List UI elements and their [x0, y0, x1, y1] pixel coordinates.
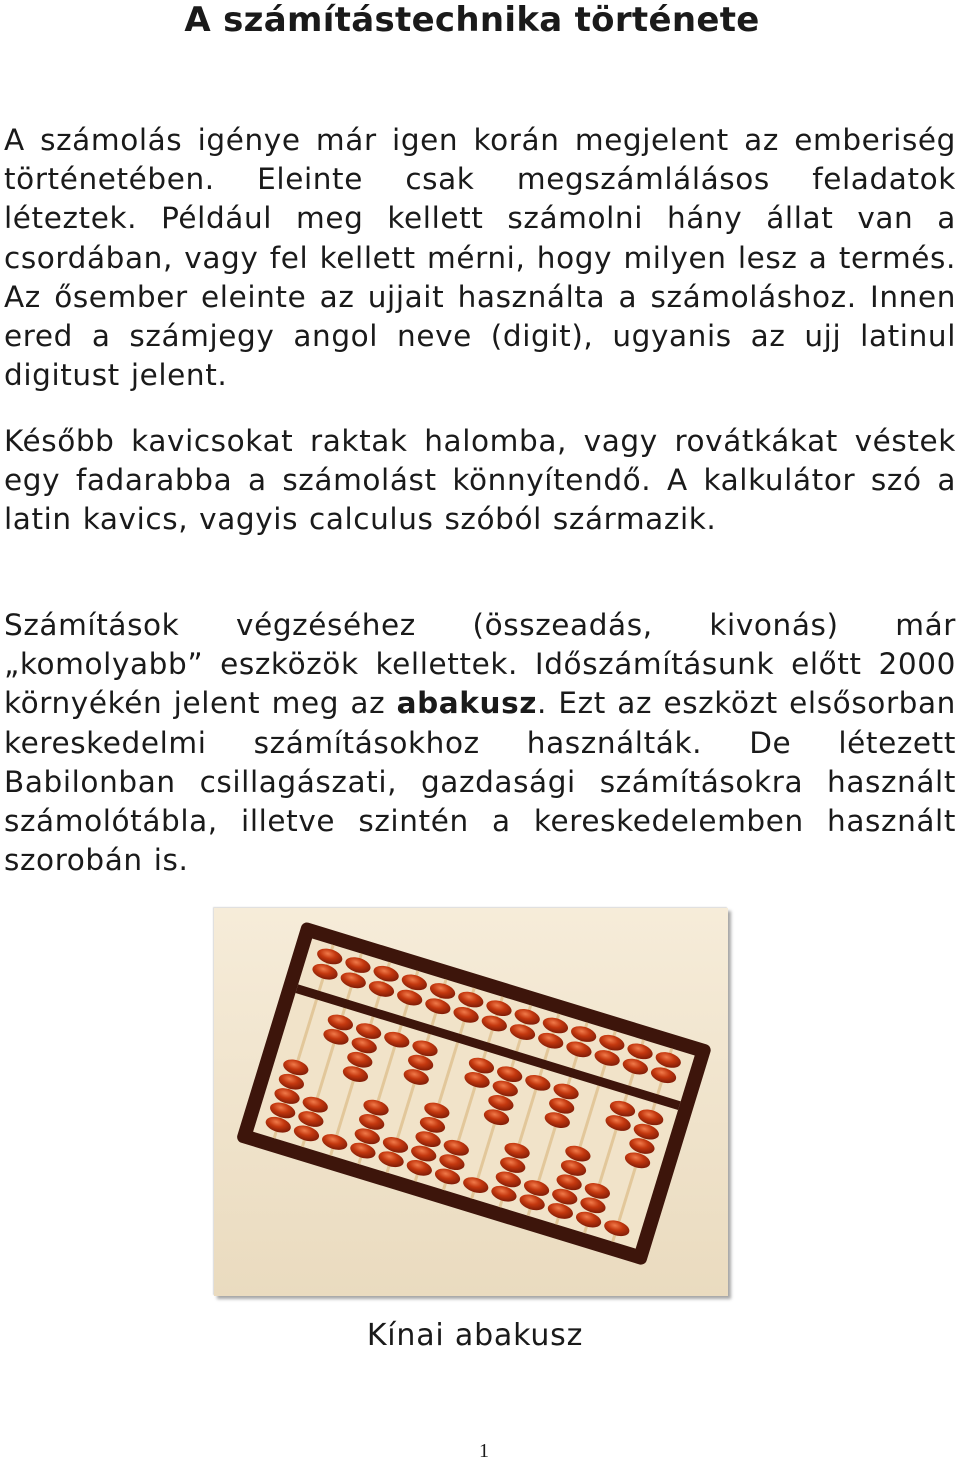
page-number: 1 [479, 1440, 489, 1462]
paragraph-abacus [4, 606, 956, 880]
figure-caption: Kínai abakusz [366, 1318, 584, 1353]
abacus-photo [214, 908, 728, 1296]
abacus-illustration [214, 908, 728, 1296]
abacus-term: abakusz [396, 686, 538, 721]
paragraph-abacus-text-end: . Ezt az eszközt elsősorban kereskedelmi számításokhoz használták. De létezett Babilonban csillagászati, gazdasági számításokra használt számolótábla, illetve szintén a kereskedelemben használt szorobán is. [4, 686, 956, 878]
paragraph-intro: A számolás igénye már igen korán megjelent az emberiség történetében. Eleinte csak megszámlálásos feladatok léteztek. Például meg kellett számolni hány állat van a csordában, vagy fel kellett mérni, hogy milyen lesz a termés. Az ősember eleinte az ujjait használta a számoláshoz. Innen ered a számjegy angol neve (digit), ugyanis az ujj latinul digitust jelent. [4, 123, 956, 393]
paragraph-abacus-text-start: Számítások végzéséhez (összeadás, kivonás) már „komolyabb” eszközök kellettek. Időszámításunk előtt 2000 környékén jelent meg az [4, 608, 956, 721]
paragraph-pebbles: Később kavicsokat raktak halomba, vagy rovátkákat véstek egy fadarabba a számolást könnyítendő. A kalkulátor szó a latin kavics, vagyis calculus szóból származik. [4, 424, 956, 537]
page-title: A számítástechnika története [184, 0, 760, 40]
